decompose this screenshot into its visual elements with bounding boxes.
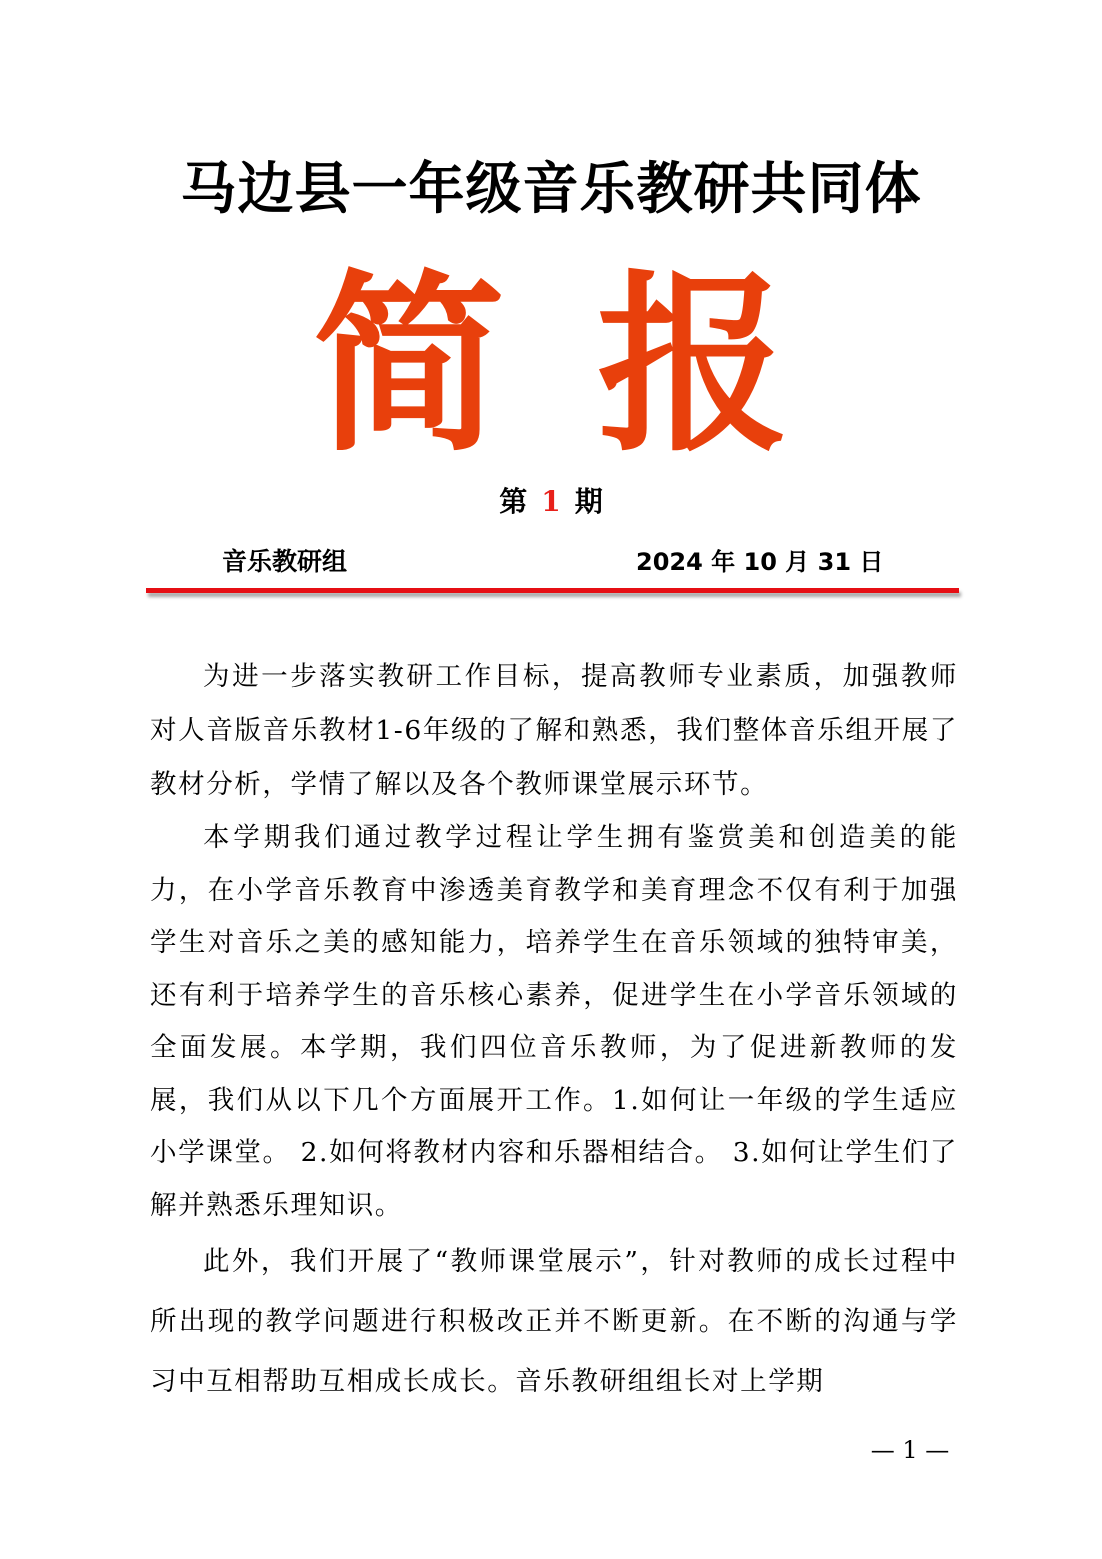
issue-number: 1 [541, 485, 561, 518]
masthead [0, 255, 1102, 478]
paragraph-2: 本学期我们通过教学过程让学生拥有鉴赏美和创造美的能力，在小学音乐教育中渗透美育教学和美育理念不仅有利于加强学生对音乐之美的感知能力，培养学生在音乐领域的独特审美，还有利于培养学生的音乐核心素养，促进学生在小学音乐领域的全面发展。本学期，我们四位音乐教师，为了促进新教师的发展，我们从以下几个方面展开工作。1.如何让一年级的学生适应小学课堂。 2.如何将教材内容和乐器相结合。 3.如何让学生们了解并熟悉乐理知识。 [150, 822, 958, 1221]
issue-number-line [0, 480, 1102, 524]
body-text [150, 650, 958, 1412]
page-number: — 1 — [870, 1436, 950, 1464]
group-name: 音乐教研组 [222, 547, 348, 576]
publish-date: 2024 年 10 月 31 日 [636, 548, 884, 576]
red-divider [146, 588, 959, 593]
issue-prefix: 第 [499, 485, 528, 518]
issue-suffix: 期 [574, 485, 603, 518]
meta-row [0, 540, 1102, 584]
document-title: 马边县一年级音乐教研共同体 [180, 157, 922, 222]
paragraph-3: 此外，我们开展了“教师课堂展示”，针对教师的成长过程中所出现的教学问题进行积极改正并不断更新。在不断的沟通与学习中互相帮助互相成长成长。音乐教研组组长对上学期 [150, 1246, 958, 1397]
masthead-char-bao: 报 [597, 255, 789, 478]
paragraph-1: 为进一步落实教研工作目标，提高教师专业素质，加强教师对人音版音乐教材1-6年级的了解和熟悉，我们整体音乐组开展了教材分析，学情了解以及各个教师课堂展示环节。 [150, 661, 958, 800]
masthead-char-jian: 简 [313, 255, 505, 478]
